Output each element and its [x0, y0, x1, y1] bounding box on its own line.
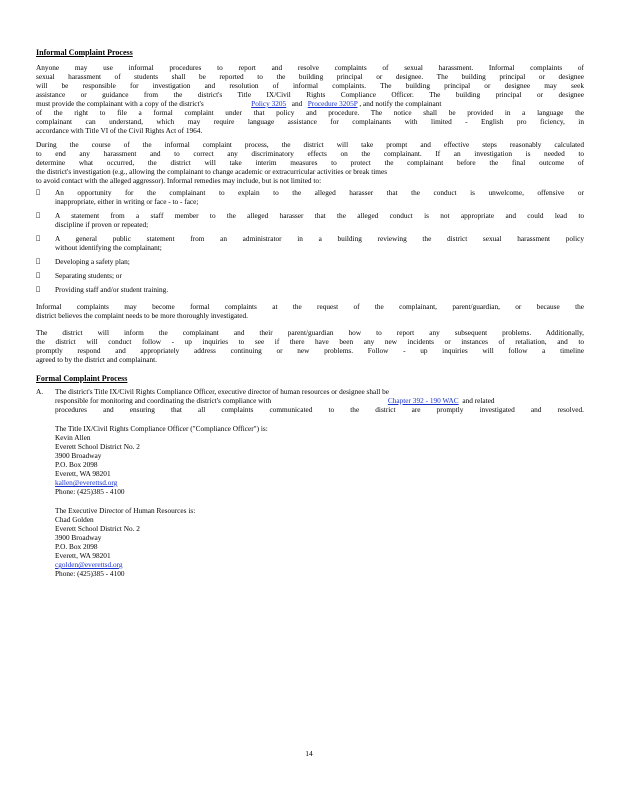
chapter-392-190-wac-link[interactable]: Chapter 392 - 190 WAC [387, 396, 459, 405]
hr-director-contact [36, 506, 584, 578]
text-span: and related [462, 396, 495, 405]
list-item [36, 188, 584, 206]
text-line: without identifying the complainant; [55, 243, 162, 252]
contact-org: Everett School District No. 2 [55, 442, 140, 451]
informal-heading [36, 48, 584, 58]
informal-paragraph-1 [36, 63, 584, 135]
text-line: A statement from a staff member to the alleged harasser that the alleged conduct is not appropriate and could lead to [55, 211, 584, 220]
item-marker: A. [36, 387, 44, 396]
text-line: During the course of the informal complaint process, the district will take prompt and effective steps reasonably calculated [36, 140, 584, 149]
text-line: Providing staff and/or student training. [55, 285, 169, 294]
text-line: Separating students; or [55, 271, 122, 280]
text-line: the district will conduct follow - up inquiries to see if there have been any new incidents or instances of retaliation, and to [36, 337, 584, 346]
page-number: 14 [305, 749, 313, 758]
text-line: procedures and ensuring that all complaints communicated to the district are promptly investigated and resolved. [55, 405, 584, 414]
compliance-officer-contact [36, 424, 584, 496]
text-line: will be responsible for investigation and resolution of informal complaints. The building principal or designee may seek [36, 81, 584, 90]
text-line: discipline if proven or repeated; [55, 220, 149, 229]
bullet-icon [36, 211, 40, 219]
bullet-icon [36, 257, 40, 265]
text-line: complainant can understand, which may require language assistance for complainants with limited - English pro ficiency, in [36, 117, 584, 126]
contact-po-box: P.O. Box 2098 [55, 460, 98, 469]
text-line: determine what occurred, the district will take interim measures to protect the complainant before the final outcome of [36, 158, 584, 167]
text-line: The district's Title IX/Civil Rights Compliance Officer, executive director of human resources or designee shall be [55, 387, 390, 396]
text-line: Anyone may use informal procedures to report and resolve complaints of sexual harassment. Informal complaints of [36, 63, 584, 72]
text-line [55, 396, 584, 405]
contact-po-box: P.O. Box 2098 [55, 542, 98, 551]
document-page [36, 48, 584, 578]
text-line: of the right to file a formal complaint under that policy and procedure. The notice shall be provided in a language the [36, 108, 584, 117]
policy-3205-link[interactable]: Policy 3205 [251, 99, 287, 108]
list-item [36, 257, 584, 266]
text-span: and [291, 99, 303, 108]
text-line: district believes the complaint needs to be more thoroughly investigated. [36, 311, 248, 320]
informal-paragraph-4 [36, 328, 584, 364]
text-span: , and notify the complainant [359, 99, 442, 108]
text-line: to end any harassment and to correct any discriminatory effects on the complainant. If an investigation is needed to [36, 149, 584, 158]
text-line: the district's investigation (e.g., allowing the complainant to change academic or extracurricular activities or break times [36, 167, 388, 176]
procedure-3205p-link[interactable]: Procedure 3205P [307, 99, 358, 108]
bullet-icon [36, 271, 40, 279]
text-line: Informal complaints may become formal complaints at the request of the complainant, parent/guardian, or because the [36, 302, 584, 311]
informal-paragraph-2 [36, 140, 584, 185]
contact-name: Kevin Allen [55, 433, 91, 442]
bullet-icon [36, 234, 40, 242]
contact-intro: The Title IX/Civil Rights Compliance Officer ("Compliance Officer") is: [55, 424, 268, 433]
text-line: sexual harassment of students shall be reported to the building principal or designee. The building principal or designee [36, 72, 584, 81]
text-line: A general public statement from an administrator in a building reviewing the district sexual harassment policy [55, 234, 584, 243]
text-line [36, 99, 584, 108]
text-line: to avoid contact with the alleged aggressor). Informal remedies may include, but is not limited to: [36, 176, 322, 185]
text-span: must provide the complainant with a copy of the district's [36, 99, 204, 108]
bullet-icon [36, 188, 40, 196]
text-line: inappropriate, either in writing or face - to - face; [55, 197, 199, 206]
text-line: Developing a safety plan; [55, 257, 130, 266]
text-line: An opportunity for the complainant to explain to the alleged harasser that the conduct is unwelcome, offensive or [55, 188, 584, 197]
informal-paragraph-3 [36, 302, 584, 320]
contact-city: Everett, WA 98201 [55, 551, 111, 560]
text-line: promptly respond and appropriately address continuing or new problems. Follow - up inquiries will follow a timeline [36, 346, 584, 355]
text-line: agreed to by the district and complainant. [36, 355, 157, 364]
formal-heading [36, 374, 584, 384]
formal-heading-text: Formal Complaint Process [36, 374, 128, 383]
contact-street: 3900 Broadway [55, 451, 102, 460]
contact-phone: Phone: (425)385 - 4100 [55, 487, 125, 496]
list-item [36, 271, 584, 280]
text-line: The district will inform the complainant and their parent/guardian how to report any subsequent problems. Additionally, [36, 328, 584, 337]
list-item [36, 285, 584, 294]
contact-street: 3900 Broadway [55, 533, 102, 542]
contact-city: Everett, WA 98201 [55, 469, 111, 478]
contact-email-link[interactable]: kallen@everettsd.org [55, 478, 118, 487]
bullet-icon [36, 285, 40, 293]
contact-email-link[interactable]: cgolden@everettsd.org [55, 560, 123, 569]
list-item [36, 234, 584, 252]
contact-org: Everett School District No. 2 [55, 524, 140, 533]
text-span: responsible for monitoring and coordinating the district's compliance with [55, 396, 272, 405]
text-line: assistance or guidance from the district's Title IX/Civil Rights Compliance Officer. The building principal or designee [36, 90, 584, 99]
contact-intro: The Executive Director of Human Resources is: [55, 506, 196, 515]
informal-heading-text: Informal Complaint Process [36, 48, 133, 57]
contact-phone: Phone: (425)385 - 4100 [55, 569, 125, 578]
list-item [36, 211, 584, 229]
informal-remedies-list [36, 188, 584, 294]
formal-item-a [36, 387, 584, 414]
contact-name: Chad Golden [55, 515, 94, 524]
text-line: accordance with Title VI of the Civil Rights Act of 1964. [36, 126, 203, 135]
